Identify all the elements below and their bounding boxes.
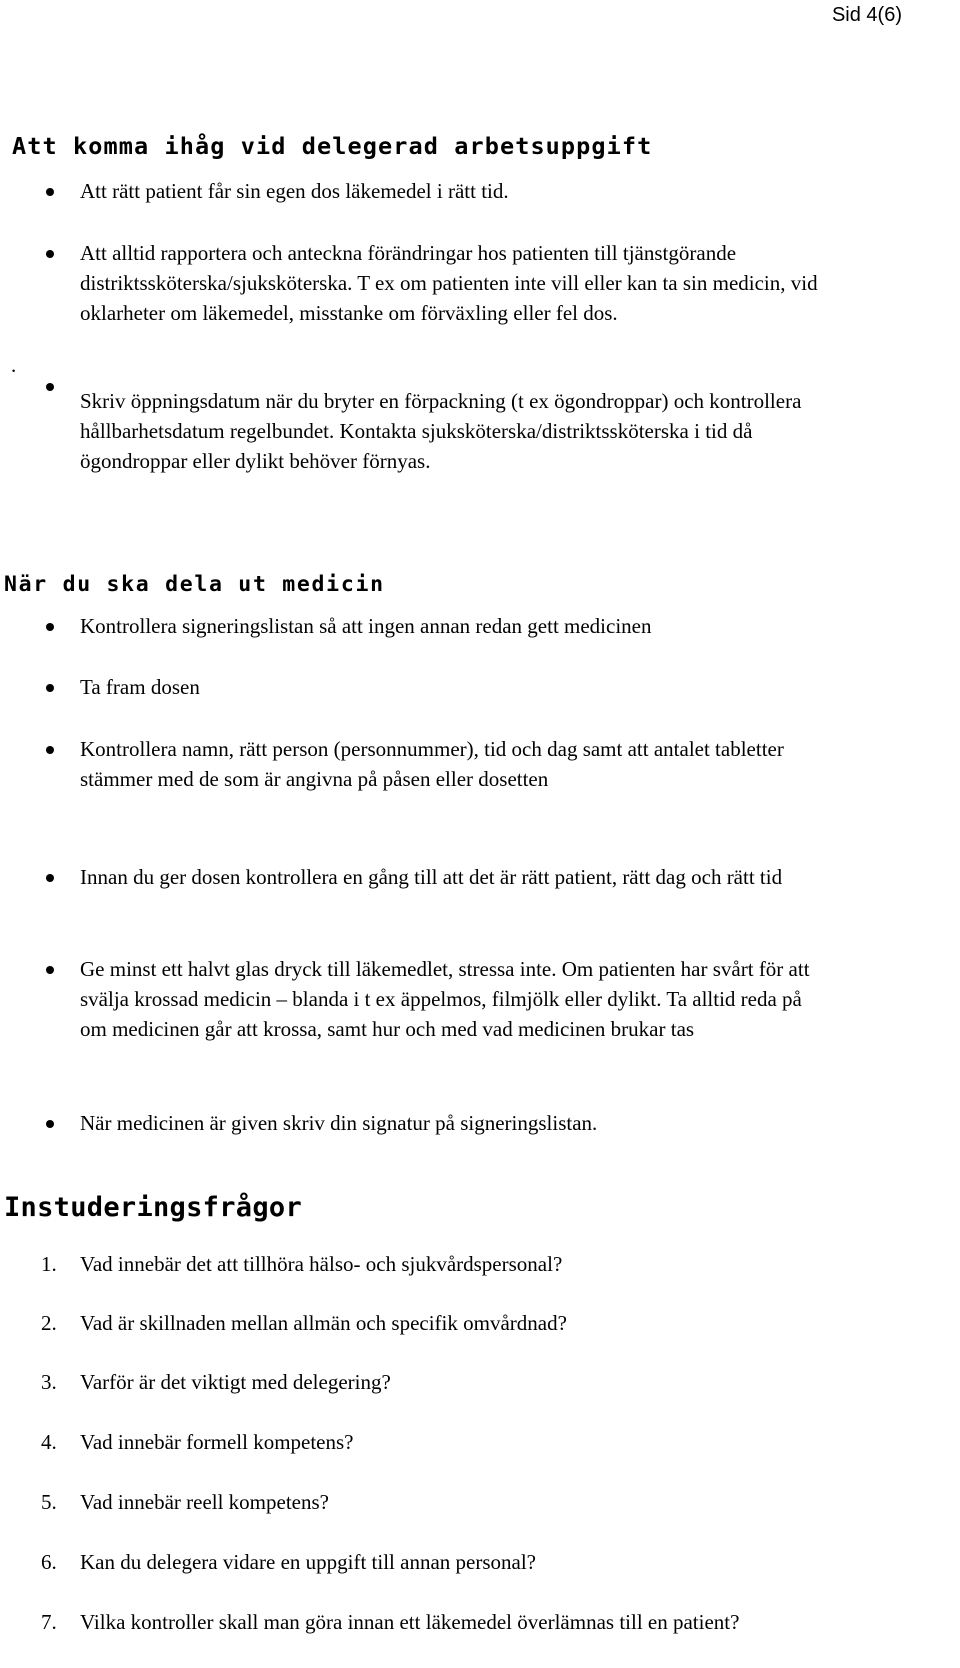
- bullet-icon: [46, 623, 54, 631]
- bullet-icon: [46, 746, 54, 754]
- question-text: Vad är skillnaden mellan allmän och specifik omvårdnad?: [80, 1311, 567, 1335]
- list-item-text: Kontrollera namn, rätt person (personnummer), tid och dag samt att antalet tabletter stämmer med de som är angivna på påsen eller dosetten: [80, 737, 784, 791]
- list-item-text: Att alltid rapportera och anteckna förändringar hos patienten till tjänstgörande distriktssköterska/sjuksköterska. T ex om patienten inte vill eller kan ta sin medicin, vid oklarheter om läkemedel, misstanke om förväxling eller fel dos.: [80, 241, 818, 325]
- list-item-text: Ta fram dosen: [80, 675, 200, 699]
- bullet-icon: [46, 1120, 54, 1128]
- bullet-icon: [46, 874, 54, 882]
- question-text: Vad innebär formell kompetens?: [80, 1430, 354, 1454]
- bullet-icon: [46, 684, 54, 692]
- question-number: 2.: [41, 1311, 57, 1335]
- bullet-icon: [46, 250, 54, 258]
- question-text: Vad innebär det att tillhöra hälso- och sjukvårdspersonal?: [80, 1252, 563, 1276]
- question-text: Vilka kontroller skall man göra innan ett läkemedel överlämnas till en patient?: [80, 1610, 740, 1634]
- bullet-icon: [46, 383, 54, 391]
- question-number: 3.: [41, 1370, 57, 1394]
- list-item-text: När medicinen är given skriv din signatur på signeringslistan.: [80, 1111, 598, 1135]
- bullet-icon: [46, 188, 54, 196]
- question-text: Varför är det viktigt med delegering?: [80, 1370, 391, 1394]
- section-heading-delegated-task: Att komma ihåg vid delegerad arbetsuppgift: [12, 132, 653, 160]
- question-number: 6.: [41, 1550, 57, 1574]
- question-number: 1.: [41, 1252, 57, 1276]
- bullet-icon: [46, 966, 54, 974]
- list-item-text: Att rätt patient får sin egen dos läkemedel i rätt tid.: [80, 179, 509, 203]
- section-heading-study-questions: Instuderingsfrågor: [4, 1192, 302, 1223]
- list-item-text: Ge minst ett halvt glas dryck till läkemedlet, stressa inte. Om patienten har svårt för att svälja krossad medicin – blanda i t ex äppelmos, filmjölk eller dylikt. Ta alltid reda på om medicinen går att krossa, samt hur och med vad medicinen brukar tas: [80, 957, 810, 1041]
- question-text: Kan du delegera vidare en uppgift till annan personal?: [80, 1550, 536, 1574]
- list-item-text: Innan du ger dosen kontrollera en gång till att det är rätt patient, rätt dag och rätt tid: [80, 865, 783, 889]
- list-item-text: Kontrollera signeringslistan så att ingen annan redan gett medicinen: [80, 614, 652, 638]
- question-number: 7.: [41, 1610, 57, 1634]
- section-heading-dispense-medicine: När du ska dela ut medicin: [4, 572, 385, 597]
- question-number: 5.: [41, 1490, 57, 1514]
- question-text: Vad innebär reell kompetens?: [80, 1490, 329, 1514]
- stray-dot: .: [11, 353, 17, 377]
- page-number: Sid 4(6): [831, 4, 902, 26]
- list-item-text: Skriv öppningsdatum när du bryter en förpackning (t ex ögondroppar) och kontrollera hållbarhetsdatum regelbundet. Kontakta sjuksköterska/distriktssköterska i tid då ögondroppar eller dylikt behöver förnyas.: [80, 389, 802, 473]
- question-number: 4.: [41, 1430, 57, 1454]
